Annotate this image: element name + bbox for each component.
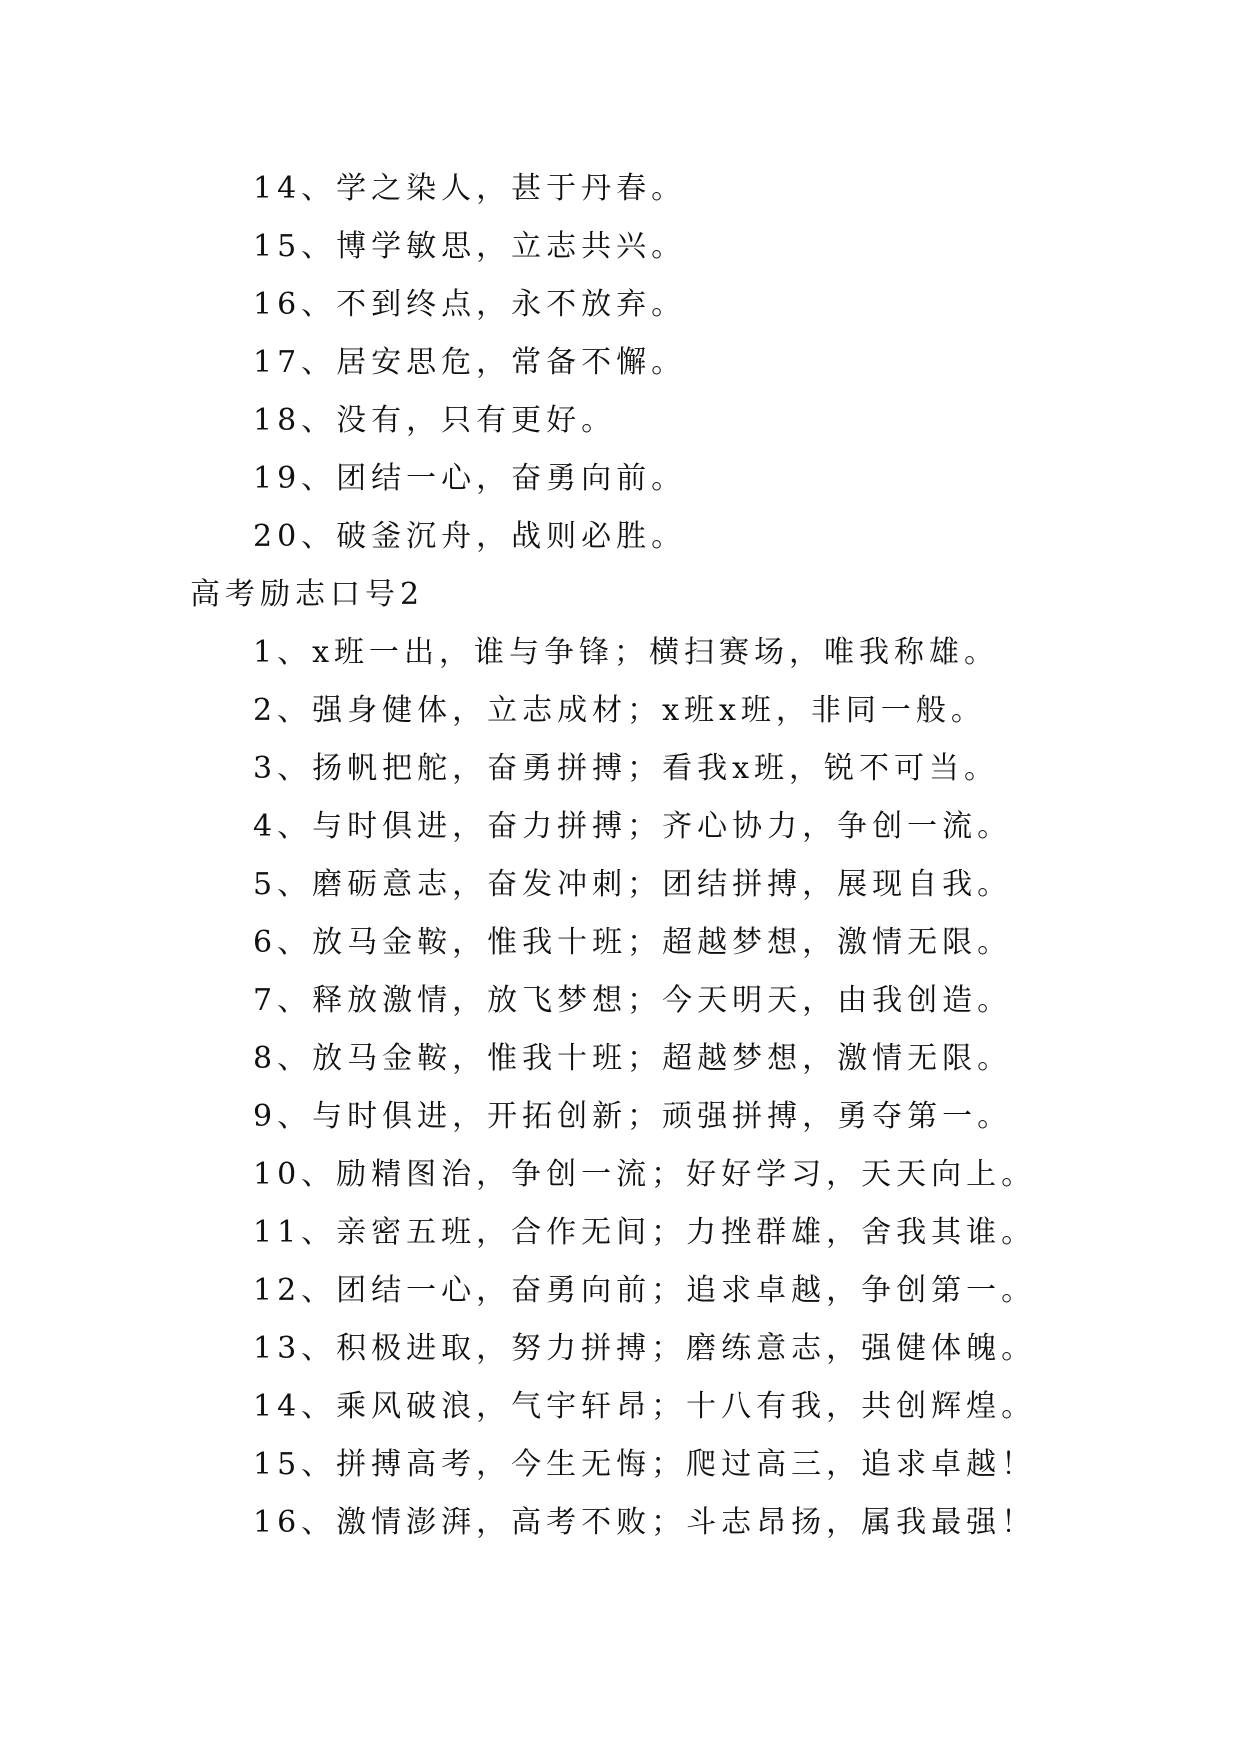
list-item: 4、与时俱进，奋力拼搏；齐心协力，争创一流。 (253, 809, 1013, 844)
list-item: 5、磨砺意志，奋发冲刺；团结拼搏，展现自我。 (253, 867, 1013, 902)
list-item: 18、没有，只有更好。 (253, 403, 617, 438)
list-item: 15、拼搏高考，今生无悔；爬过高三，追求卓越！ (253, 1447, 1037, 1482)
list-item: 16、不到终点，永不放弃。 (253, 287, 687, 322)
list-item: 2、强身健体，立志成材；x班x班，非同一般。 (253, 693, 986, 728)
list-item: 19、团结一心，奋勇向前。 (253, 461, 687, 496)
list-item: 9、与时俱进，开拓创新；顽强拼搏，勇夺第一。 (253, 1099, 1013, 1134)
list-item: 13、积极进取，努力拼搏；磨练意志，强健体魄。 (253, 1331, 1037, 1366)
list-item: 12、团结一心，奋勇向前；追求卓越，争创第一。 (253, 1273, 1037, 1308)
list-item: 14、学之染人，甚于丹春。 (253, 171, 687, 206)
list-item: 7、释放激情，放飞梦想；今天明天，由我创造。 (253, 983, 1013, 1018)
list-item: 11、亲密五班，合作无间；力挫群雄，舍我其谁。 (253, 1215, 1037, 1250)
section-heading: 高考励志口号2 (190, 577, 425, 612)
list-item: 17、居安思危，常备不懈。 (253, 345, 687, 380)
list-item: 3、扬帆把舵，奋勇拼搏；看我x班，锐不可当。 (253, 751, 1000, 786)
document-body (190, 160, 1050, 1552)
list-item: 14、乘风破浪，气宇轩昂；十八有我，共创辉煌。 (253, 1389, 1037, 1424)
list-item: 20、破釜沉舟，战则必胜。 (253, 519, 687, 554)
list-item: 16、激情澎湃，高考不败；斗志昂扬，属我最强！ (253, 1505, 1037, 1540)
list-item: 8、放马金鞍，惟我十班；超越梦想，激情无限。 (253, 1041, 1013, 1076)
list-item: 1、x班一出，谁与争锋；横扫赛场，唯我称雄。 (253, 635, 1000, 670)
list-item: 6、放马金鞍，惟我十班；超越梦想，激情无限。 (253, 925, 1013, 960)
list-item: 15、博学敏思，立志共兴。 (253, 229, 687, 264)
list-item: 10、励精图治，争创一流；好好学习，天天向上。 (253, 1157, 1037, 1192)
